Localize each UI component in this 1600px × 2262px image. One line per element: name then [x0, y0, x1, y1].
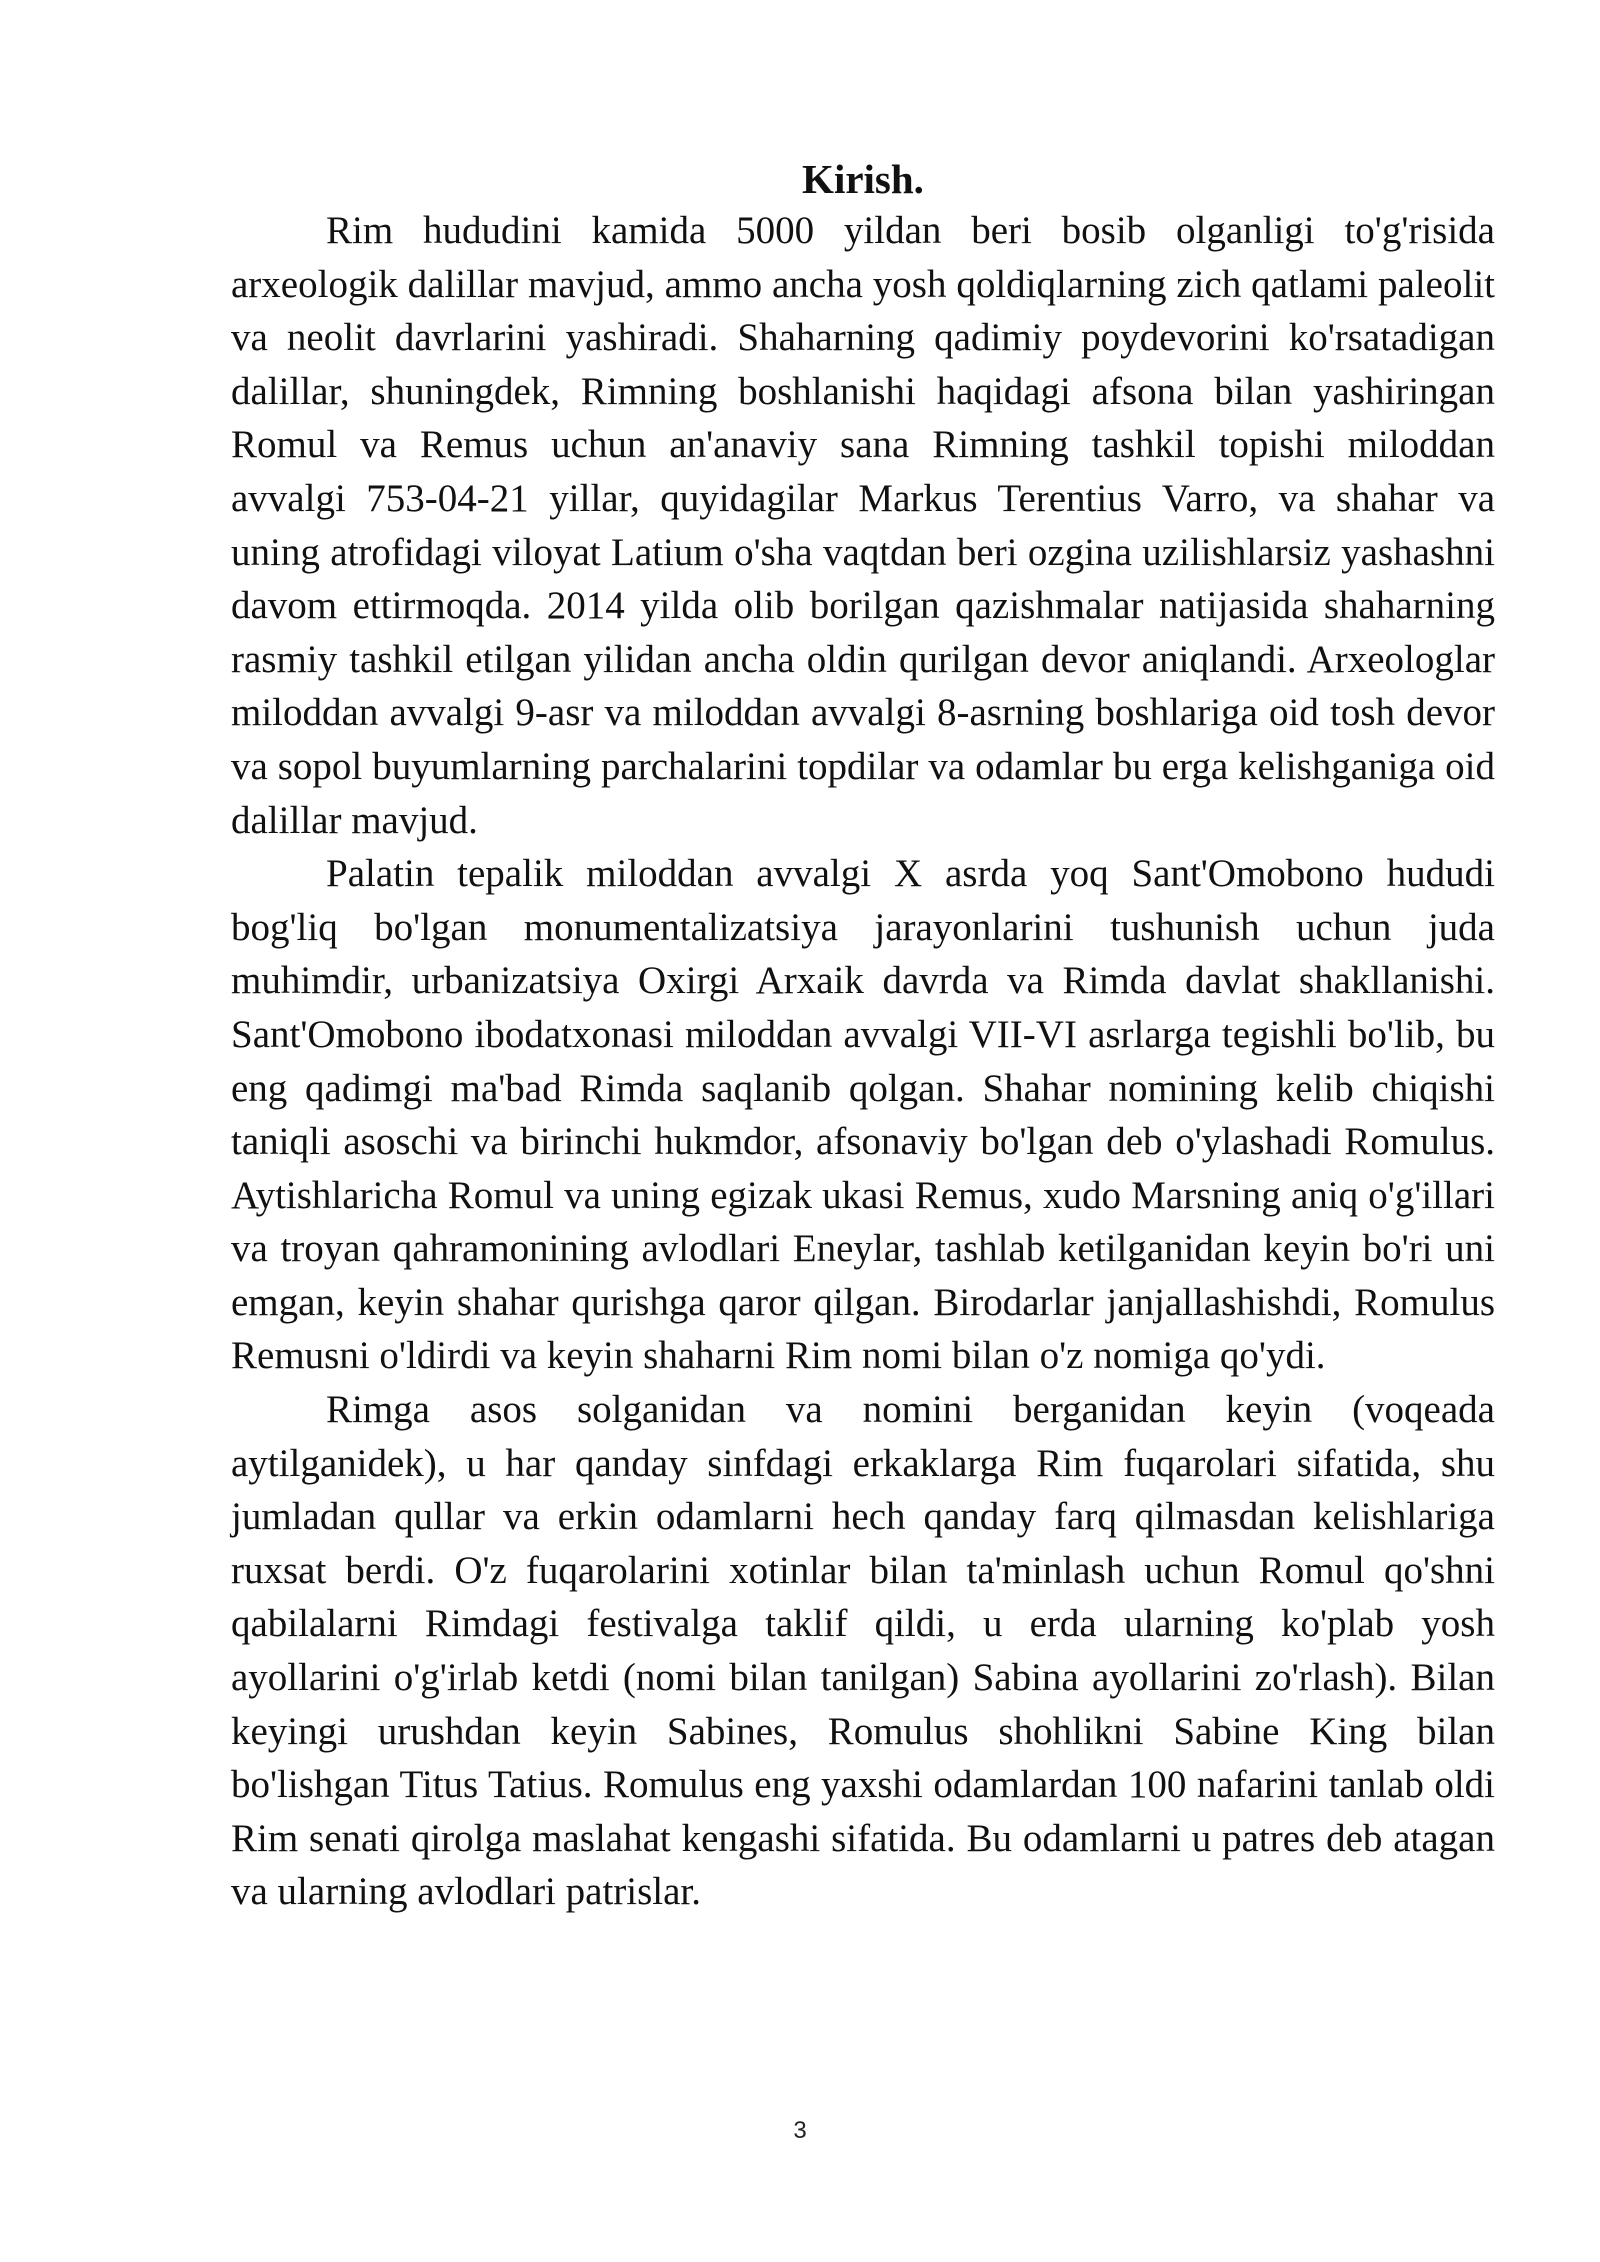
paragraph-3: Rimga asos solganidan va nomini berganidan keyin (voqeada aytilganidek), u har qanday sinfdagi erkaklarga Rim fuqarolari sifatida, shu jumladan qullar va erkin odamlarni hech qanday farq qilmasdan kelishlariga ruxsat berdi. O'z fuqarolarini xotinlar bilan ta'minlash uchun Romul qo'shni qabilalarni Rimdagi festivalga taklif qildi, u erda ularning ko'plab yosh ayollarini o'g'irlab ketdi (nomi bilan tanilgan) Sabina ayollarini zo'rlash). Bilan keyingi urushdan keyin Sabines, Romulus shohlikni Sabine King bilan bo'lishgan Titus Tatius. Romulus eng yaxshi odamlardan 100 nafarini tanlab oldi Rim senati qirolga maslahat kengashi sifatida. Bu odamlarni u patres deb atagan va ularning avlodlari patrislar. — [231, 1388, 1495, 1914]
page-content — [231, 148, 1495, 1919]
page-title: Kirish. — [802, 156, 924, 202]
paragraph-1: Rim hududini kamida 5000 yildan beri bosib olganligi to'g'risida arxeologik dalillar mavjud, ammo ancha yosh qoldiqlarning zich qatlami paleolit va neolit davrlarini yashiradi. Shaharning qadimiy poydevorini ko'rsatadigan dalillar, shuningdek, Rimning boshlanishi haqidagi afsona bilan yashiringan Romul va Remus uchun an'anaviy sana Rimning tashkil topishi miloddan avvalgi 753-04-21 yillar, quyidagilar Markus Terentius Varro, va shahar va uning atrofidagi viloyat Latium o'sha vaqtdan beri ozgina uzilishlarsiz yashashni davom ettirmoqda. 2014 yilda olib borilgan qazishmalar natijasida shaharning rasmiy tashkil etilgan yilidan ancha oldin qurilgan devor aniqlandi. Arxeologlar miloddan avvalgi 9-asr va miloddan avvalgi 8-asrning boshlariga oid tosh devor va sopol buyumlarning parchalarini topdilar va odamlar bu erga kelishganiga oid dalillar mavjud. — [231, 209, 1495, 842]
page-number: 3 — [793, 2117, 807, 2144]
paragraph-2: Palatin tepalik miloddan avvalgi X asrda yoq Sant'Omobono hududi bog'liq bo'lgan monumentalizatsiya jarayonlarini tushunish uchun juda muhimdir, urbanizatsiya Oxirgi Arxaik davrda va Rimda davlat shakllanishi. Sant'Omobono ibodatxonasi miloddan avvalgi VII-VI asrlarga tegishli bo'lib, bu eng qadimgi ma'bad Rimda saqlanib qolgan. Shahar nomining kelib chiqishi taniqli asoschi va birinchi hukmdor, afsonaviy bo'lgan deb o'ylashadi Romulus. Aytishlaricha Romul va uning egizak ukasi Remus, xudo Marsning aniq o'g'illari va troyan qahramonining avlodlari Eneylar, tashlab ketilganidan keyin bo'ri uni emgan, keyin shahar qurishga qaror qilgan. Birodarlar janjallashishdi, Romulus Remusni o'ldirdi va keyin shaharni Rim nomi bilan o'z nomiga qo'ydi. — [231, 852, 1495, 1378]
